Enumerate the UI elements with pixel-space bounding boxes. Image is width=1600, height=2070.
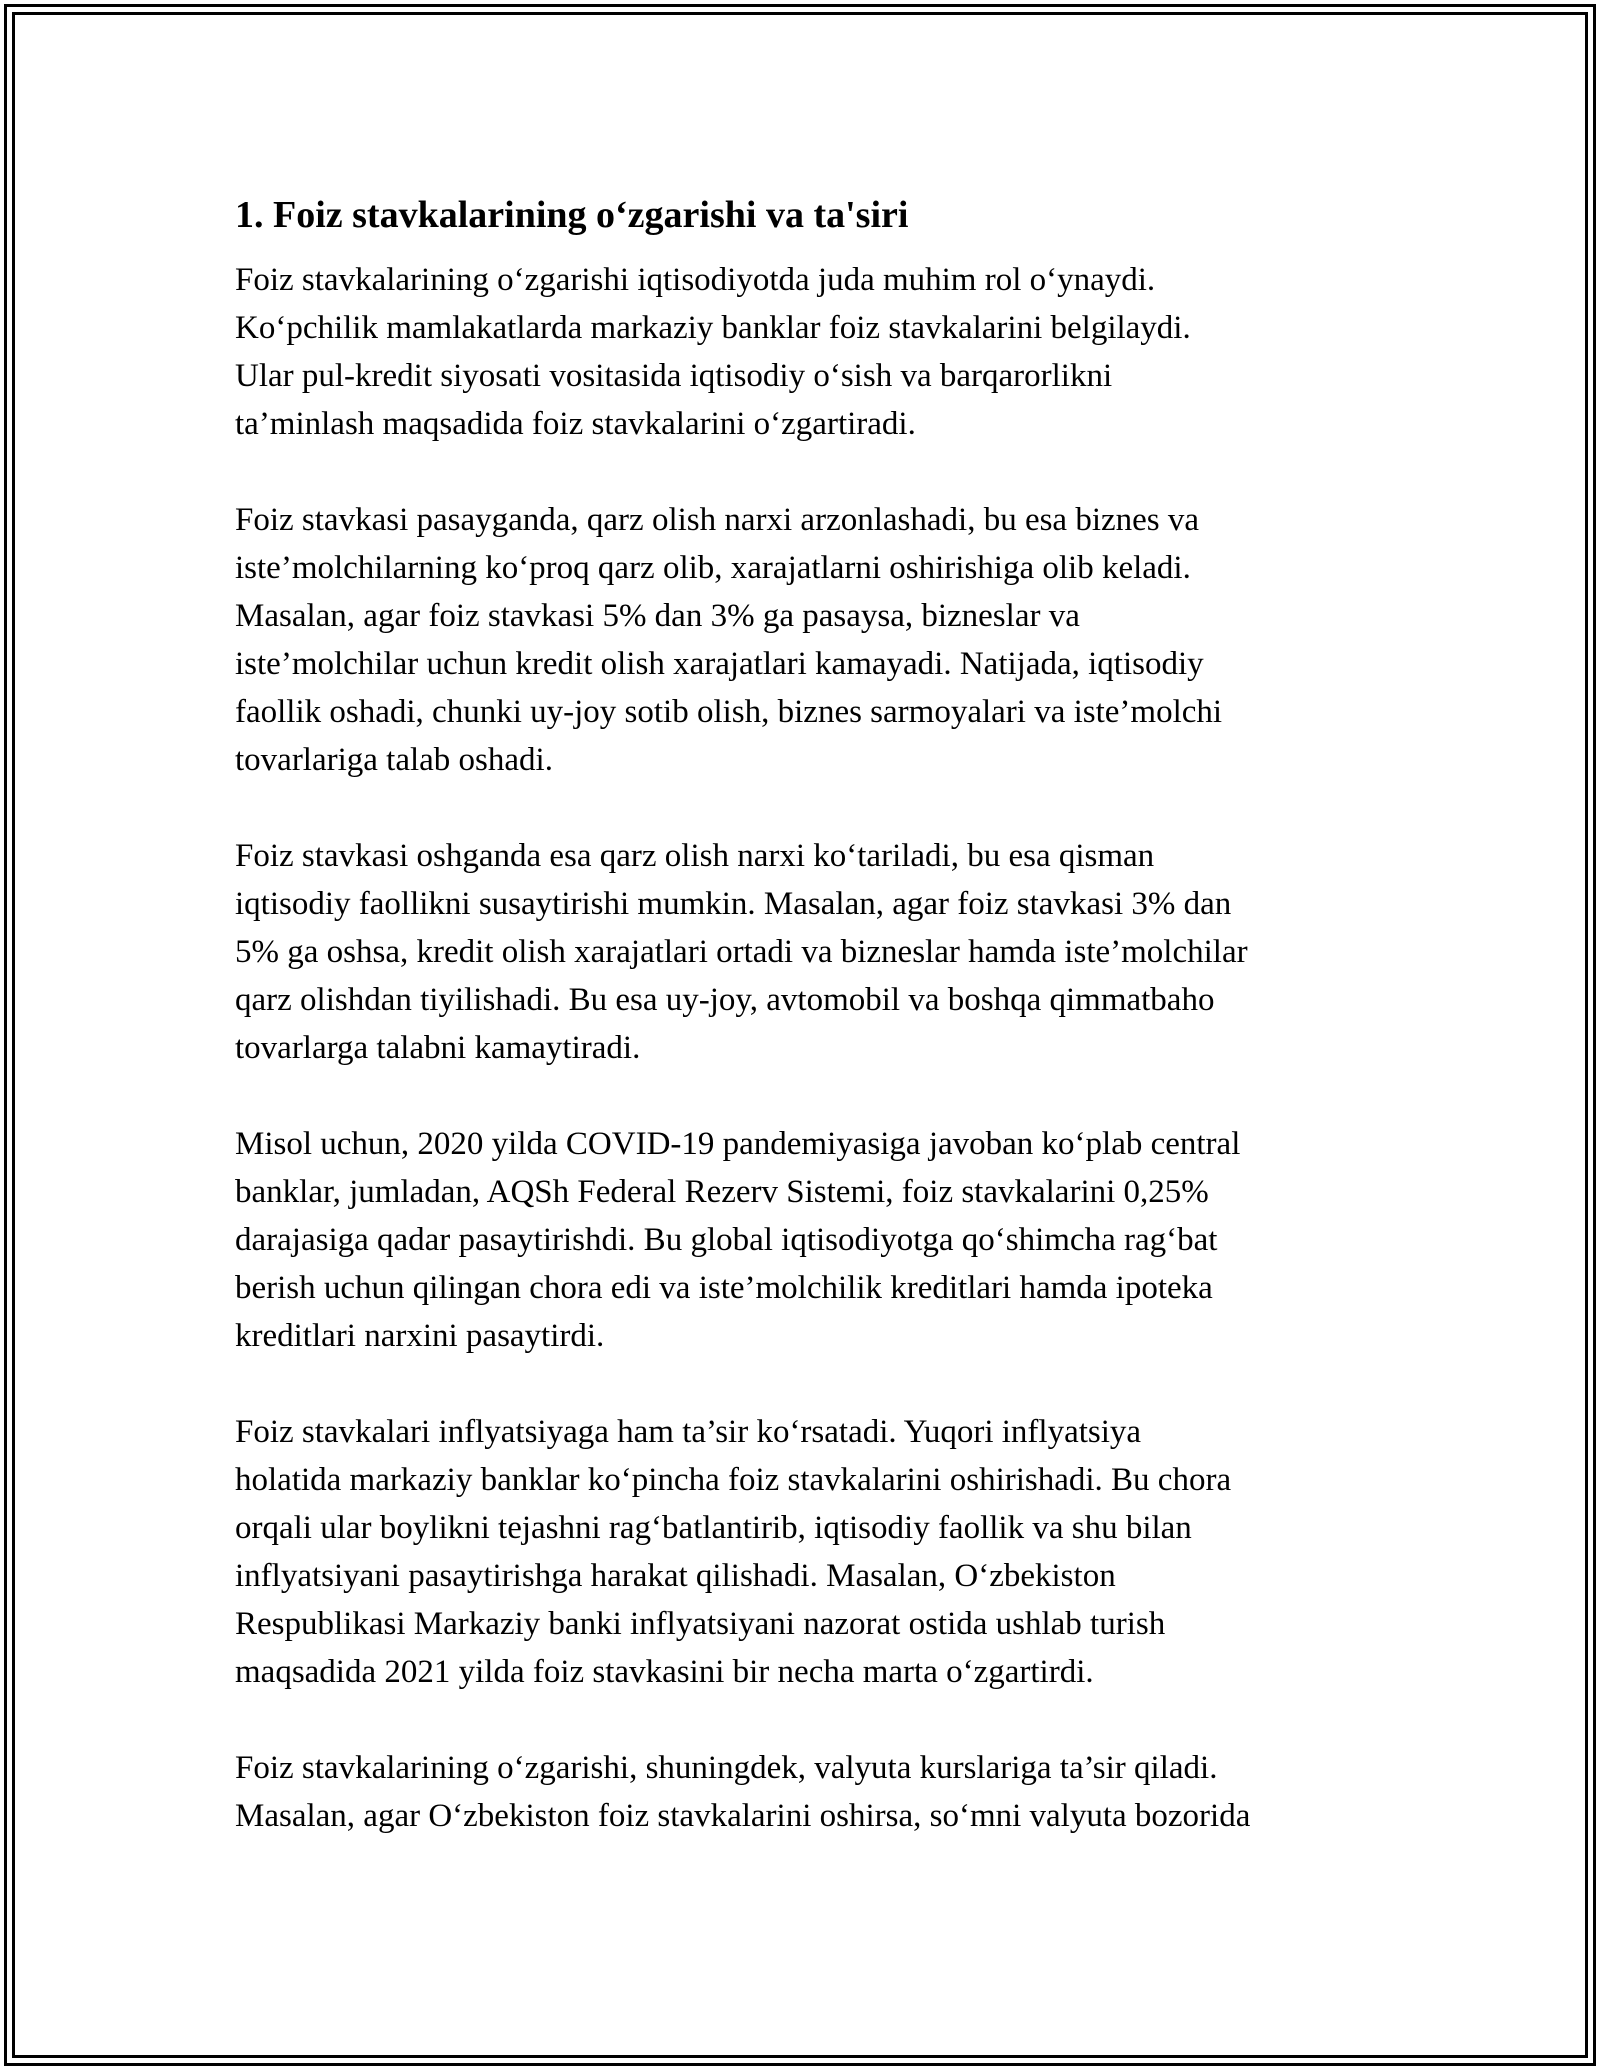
text-line: 5% ga oshsa, kredit olish xarajatlari ortadi va bizneslar hamda iste’molchilar (235, 934, 1248, 970)
text-line: iste’molchilar uchun kredit olish xarajatlari kamayadi. Natijada, iqtisodiy (235, 646, 1204, 682)
text-line: Foiz stavkasi pasayganda, qarz olish narxi arzonlashadi, bu esa biznes va (235, 502, 1200, 538)
text-line: iqtisodiy faollikni susaytirishi mumkin. Masalan, agar foiz stavkasi 3% dan (235, 886, 1232, 922)
text-line: Ko‘pchilik mamlakatlarda markaziy banklar foiz stavkalarini belgilaydi. (235, 310, 1191, 346)
text-line: kreditlari narxini pasaytirdi. (235, 1318, 605, 1354)
document-body (235, 256, 1370, 1840)
text-line: Ular pul-kredit siyosati vositasida iqtisodiy o‘sish va barqarorlikni (235, 358, 1113, 394)
text-line: qarz olishdan tiyilishadi. Bu esa uy-joy, avtomobil va boshqa qimmatbaho (235, 982, 1215, 1018)
section-heading: 1. Foiz stavkalarining o‘zgarishi va ta'siri (235, 194, 909, 236)
text-line: tovarlarga talabni kamaytiradi. (235, 1030, 641, 1066)
text-line: berish uchun qilingan chora edi va iste’molchilik kreditlari hamda ipoteka (235, 1270, 1213, 1306)
text-line: tovarlariga talab oshadi. (235, 742, 553, 778)
text-line: Foiz stavkalarining o‘zgarishi iqtisodiyotda juda muhim rol o‘ynaydi. (235, 262, 1156, 298)
text-line: Masalan, agar O‘zbekiston foiz stavkalarini oshirsa, so‘mni valyuta bozorida (235, 1798, 1251, 1834)
text-line: Foiz stavkalari inflyatsiyaga ham ta’sir ko‘rsatadi. Yuqori inflyatsiya (235, 1414, 1142, 1450)
text-line: faollik oshadi, chunki uy-joy sotib olish, biznes sarmoyalari va iste’molchi (235, 694, 1223, 730)
text-line: Misol uchun, 2020 yilda COVID-19 pandemiyasiga javoban ko‘plab central (235, 1126, 1241, 1162)
text-line: maqsadida 2021 yilda foiz stavkasini bir necha marta o‘zgartirdi. (235, 1654, 1094, 1690)
paragraph (235, 496, 1370, 784)
paragraph (235, 256, 1370, 448)
text-line: darajasiga qadar pasaytirishdi. Bu global iqtisodiyotga qo‘shimcha rag‘bat (235, 1222, 1218, 1258)
text-line: Respublikasi Markaziy banki inflyatsiyani nazorat ostida ushlab turish (235, 1606, 1166, 1642)
text-line: Foiz stavkalarining o‘zgarishi, shuningdek, valyuta kurslariga ta’sir qiladi. (235, 1750, 1218, 1786)
text-line: holatida markaziy banklar ko‘pincha foiz stavkalarini oshirishadi. Bu chora (235, 1462, 1232, 1498)
text-line: iste’molchilarning ko‘proq qarz olib, xarajatlarni oshirishiga olib keladi. (235, 550, 1191, 586)
paragraph (235, 832, 1370, 1072)
text-line: ta’minlash maqsadida foiz stavkalarini o‘zgartiradi. (235, 406, 916, 442)
text-line: banklar, jumladan, AQSh Federal Rezerv Sistemi, foiz stavkalarini 0,25% (235, 1174, 1209, 1210)
paragraph (235, 1120, 1370, 1360)
text-line: Foiz stavkasi oshganda esa qarz olish narxi ko‘tariladi, bu esa qisman (235, 838, 1155, 874)
paragraph (235, 1744, 1370, 1840)
text-line: Masalan, agar foiz stavkasi 5% dan 3% ga pasaysa, bizneslar va (235, 598, 1080, 634)
paragraph (235, 1408, 1370, 1696)
text-line: inflyatsiyani pasaytirishga harakat qilishadi. Masalan, O‘zbekiston (235, 1558, 1116, 1594)
text-line: orqali ular boylikni tejashni rag‘batlantirib, iqtisodiy faollik va shu bilan (235, 1510, 1192, 1546)
document-page (235, 187, 1370, 1888)
